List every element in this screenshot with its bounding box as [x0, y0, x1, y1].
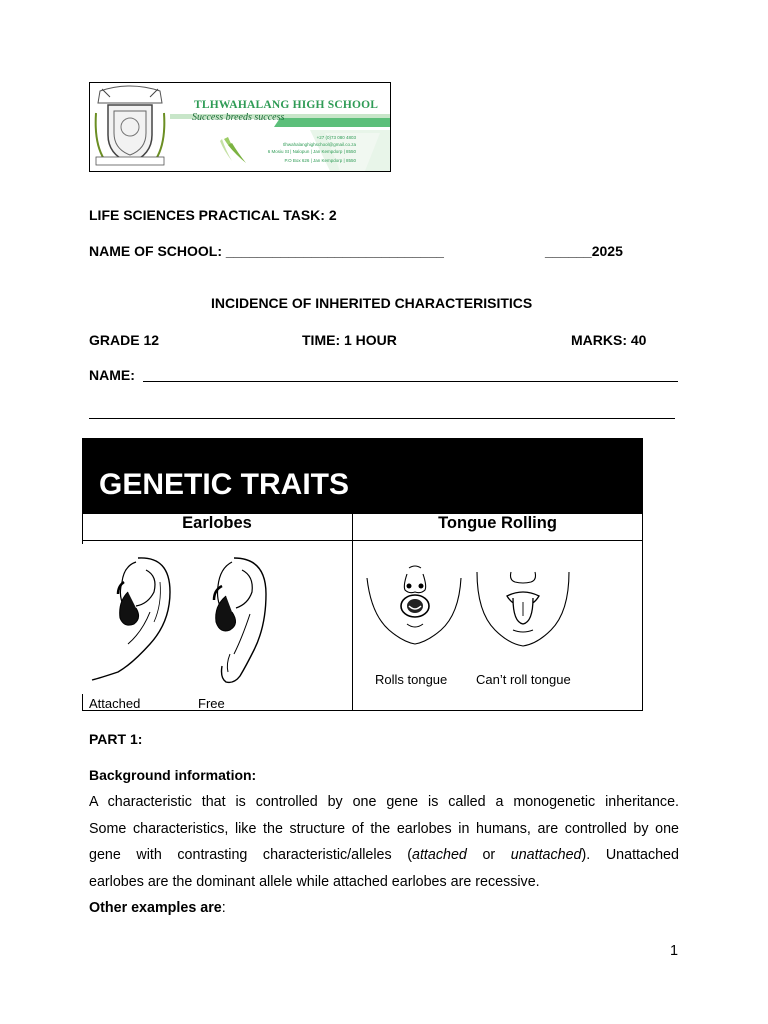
- rolls-tongue-caption: Rolls tongue: [375, 672, 448, 687]
- contact-email: tlhwahalanghighschool@gmail.co.za: [283, 142, 356, 147]
- row-divider: [82, 540, 643, 541]
- table-header-left: [82, 438, 352, 513]
- page-number: 1: [670, 943, 679, 959]
- table-bottom-border: [82, 710, 643, 711]
- contact-phone: +27 (0)73 080 4803: [316, 135, 356, 140]
- table-title: GENETIC TRAITS: [99, 468, 350, 501]
- school-motto: Success breeds success: [192, 112, 285, 123]
- background-heading: Background information:: [89, 767, 257, 783]
- column-divider: [352, 438, 353, 711]
- free-earlobe-icon: [200, 554, 272, 686]
- attached-term: attached: [412, 847, 467, 863]
- contact-postal: P.O Box 626 | Jan Kempdorp | 8550: [284, 158, 356, 163]
- school-name-field: NAME OF SCHOOL: ____________________________: [89, 243, 444, 259]
- unattached-term: unattached: [510, 847, 582, 863]
- table-header-right: [353, 438, 643, 513]
- grade-label: GRADE 12: [89, 332, 160, 348]
- school-name: TLHWAHALANG HIGH SCHOOL: [194, 99, 379, 111]
- paragraph-line-start: gene with contrasting characteristic/alleles (: [89, 847, 412, 863]
- task-title: LIFE SCIENCES PRACTICAL TASK: 2: [89, 207, 337, 223]
- time-label: TIME: 1 HOUR: [302, 332, 397, 348]
- school-logo-banner: [89, 82, 391, 172]
- cannot-roll-tongue-face-icon: [473, 566, 573, 650]
- year-field: ______2025: [545, 243, 623, 259]
- name-second-line: [89, 418, 675, 419]
- background-paragraph: [89, 789, 679, 895]
- left-border: [82, 694, 83, 711]
- genetic-traits-table: [82, 438, 643, 711]
- rolls-tongue-face-icon: [363, 564, 465, 650]
- examples-heading: Other examples are: [89, 900, 222, 916]
- attached-caption: Attached: [89, 696, 141, 711]
- paragraph-line-end: ). Unattached: [581, 847, 679, 863]
- free-caption: Free: [198, 696, 225, 711]
- or-word: or: [466, 847, 511, 863]
- name-label: NAME:: [89, 367, 135, 383]
- part-heading: PART 1:: [89, 731, 143, 747]
- paragraph-line: A characteristic that is controlled by one gene is called a monogenetic inheritance.: [89, 794, 679, 810]
- tongue-rolling-heading: Tongue Rolling: [438, 514, 557, 532]
- contact-address: 6 Mosiu St | Nalopun | Jan Kempdorp | 8550: [267, 149, 356, 154]
- earlobes-heading: Earlobes: [182, 514, 252, 532]
- marks-label: MARKS: 40: [571, 332, 647, 348]
- paragraph-line: [89, 842, 679, 869]
- examples-colon: :: [221, 900, 226, 916]
- paragraph-last-line: earlobes are the dominant allele while attached earlobes are recessive.: [89, 873, 540, 890]
- paragraph-line: Some characteristics, like the structure of the earlobes in humans, are controlled by one: [89, 820, 679, 837]
- topic-heading: INCIDENCE OF INHERITED CHARACTERISITICS: [211, 295, 533, 311]
- name-underline: [143, 381, 678, 382]
- attached-earlobe-icon: [88, 552, 178, 682]
- examples-heading-line: [89, 900, 226, 916]
- cant-roll-tongue-caption: Can’t roll tongue: [476, 672, 571, 687]
- right-border: [642, 513, 643, 711]
